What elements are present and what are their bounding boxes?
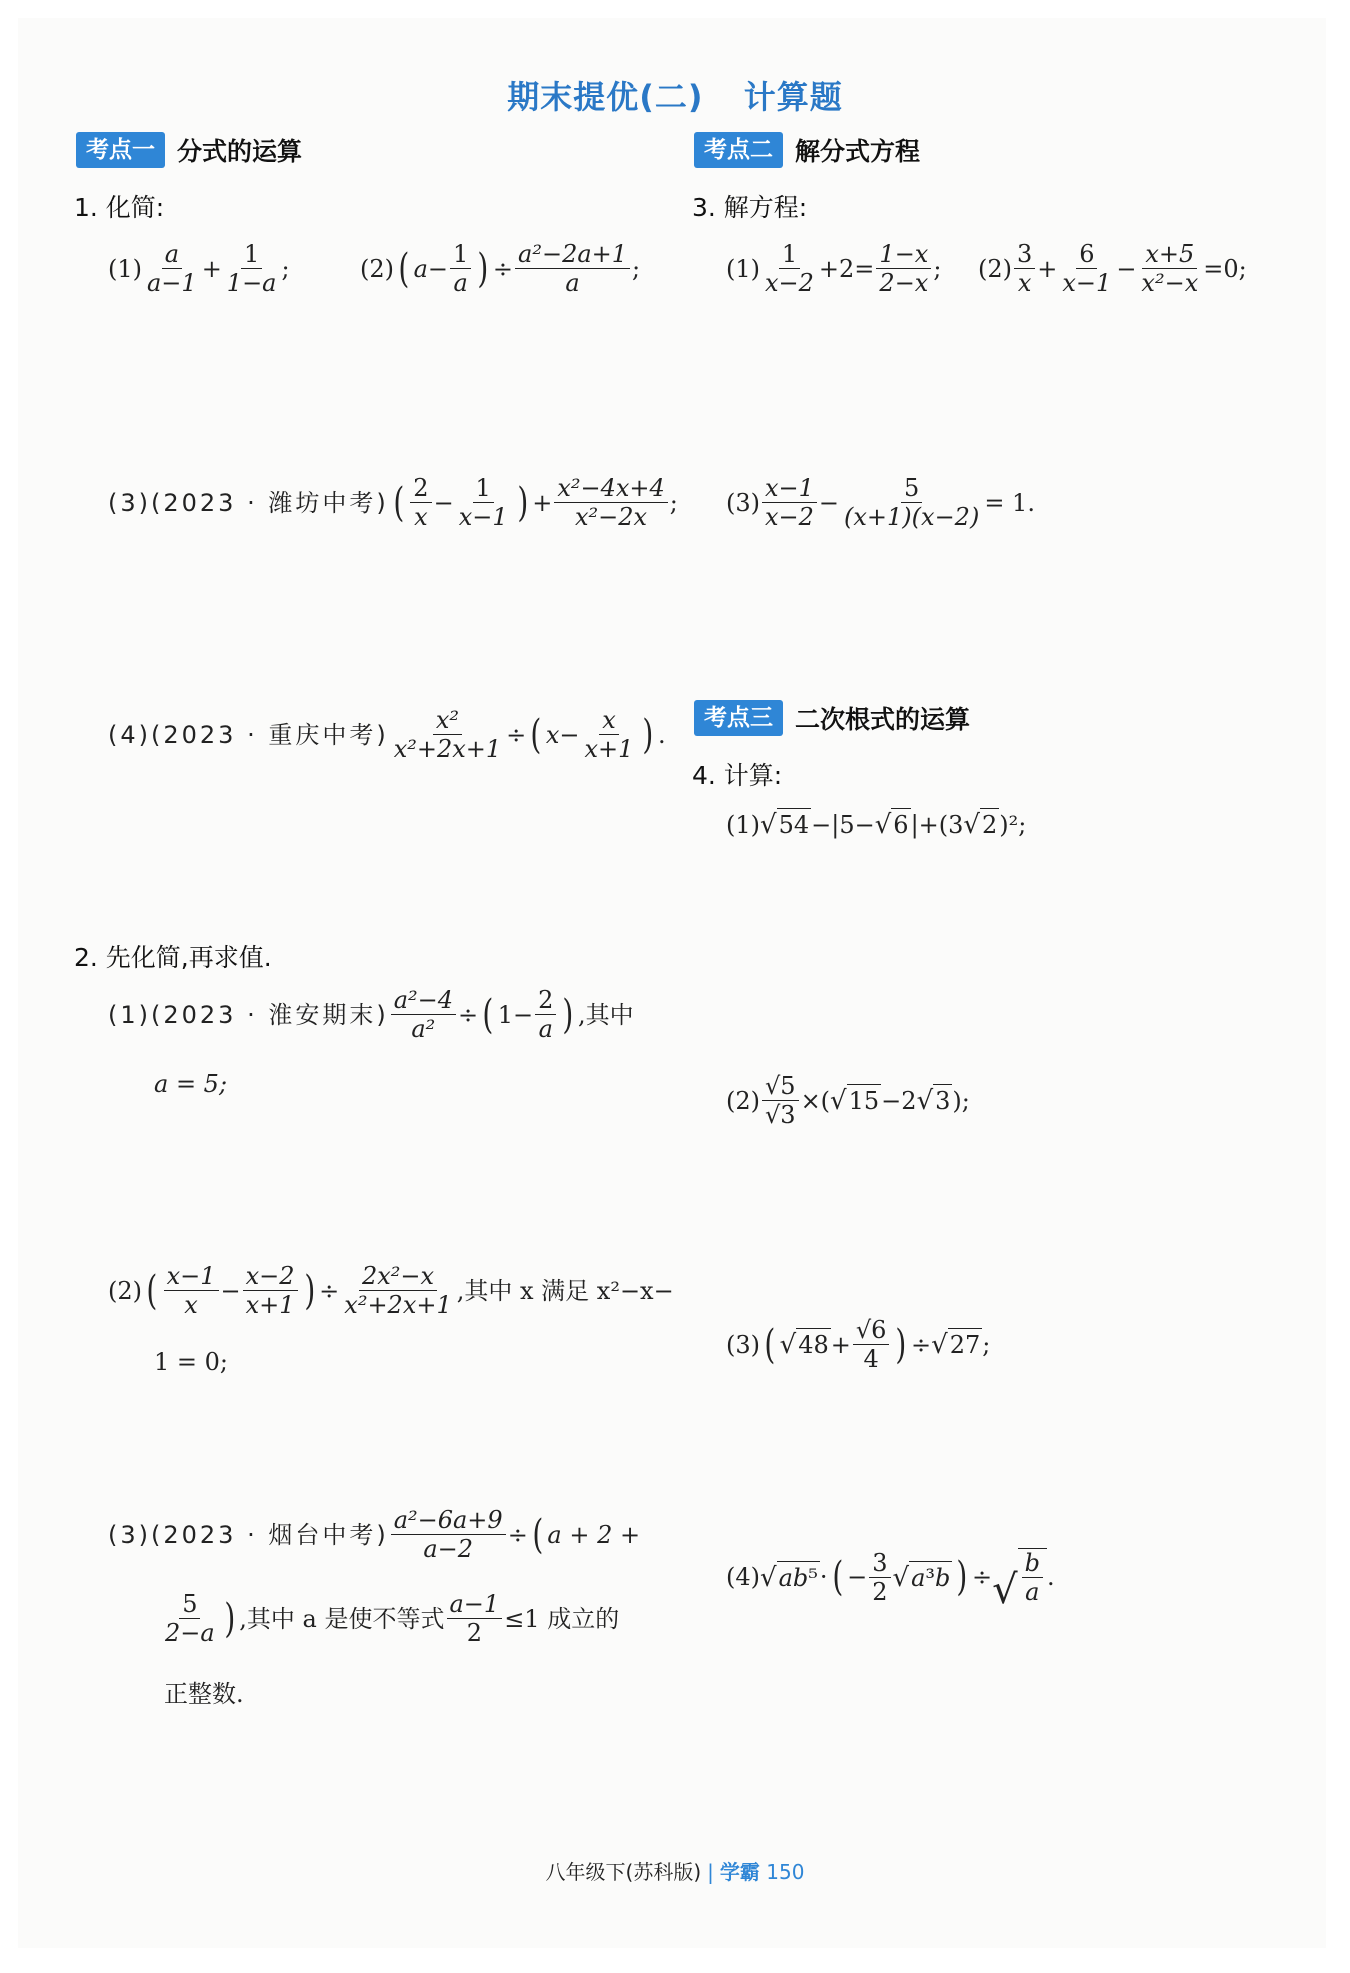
sqrt: √ 3 xyxy=(916,1086,951,1116)
fraction: $\frac{\text{x²}}{\text{x²+2x+1}}$ xyxy=(393,706,502,763)
item-label: (2) xyxy=(108,1276,142,1305)
fraction: $\frac{√5}{√3}$ xyxy=(762,1072,799,1129)
sqrt: √ ab⁵ xyxy=(760,1562,818,1593)
q4-item-1: (1) √ 54 −|5− √ 6 |+(3 √ 2 )²; xyxy=(726,810,1027,840)
fraction: $\frac{3}{x}$ xyxy=(1014,240,1035,297)
q4-item-3: (3) ( √ 48 + $\frac{√6}{4}$ ) ÷ √ 27 ; xyxy=(726,1316,991,1373)
fraction: $\frac{\text{a²−6a+9}}{a-2}$ xyxy=(391,1506,506,1563)
section-title: 二次根式的运算 xyxy=(795,705,971,734)
sqrt: √ 15 xyxy=(830,1086,880,1116)
footer-brand: 学霸 xyxy=(719,1860,760,1884)
section-title: 解分式方程 xyxy=(795,137,921,166)
q1-item-4: (4)(2023 · 重庆中考) $\frac{\text{x²}}{\text{x²+2x+1}}$ ÷ ( x − $\frac{x}{x+1}$ ) . xyxy=(108,706,666,763)
item-text: ≤1 成立的 xyxy=(504,1604,620,1633)
question-3-heading: 3. 解方程: xyxy=(692,193,808,222)
fraction: $\frac{\text{x²−4x+4}}{\text{x²−2x}}$ xyxy=(554,474,667,531)
page-number: 150 xyxy=(766,1860,805,1884)
sqrt: √ a³b xyxy=(892,1562,951,1593)
q2-item-3-last: 正整数. xyxy=(164,1680,244,1708)
item-text: a + 2 + xyxy=(547,1520,641,1549)
fraction: $\frac{\text{a²−2a+1}}{a}$ xyxy=(515,240,630,297)
fraction: $\frac{a}{a-1}$ xyxy=(147,240,197,297)
q4-item-2: (2) $\frac{√5}{√3}$ ×( √ 15 −2 √ 3 ); xyxy=(726,1072,970,1129)
fraction: $\frac{b}{a}$ xyxy=(1022,1549,1043,1606)
page-background xyxy=(18,18,1326,1948)
fraction: $\frac{\text{2x²−x}}{\text{x²+2x+1}}$ xyxy=(344,1262,452,1319)
title-sub: 计算题 xyxy=(743,78,843,116)
q2-item-1: (1)(2023 · 淮安期末) $\frac{\text{a²−4}}{\text{a²}}$ ÷ ( 1− $\frac{2}{a}$ ) ,其中 xyxy=(108,986,634,1043)
q3-item-2: (2) $\frac{3}{x}$ + $\frac{6}{x-1}$ − $\frac{x+5}{\text{x²−x}}$ =0; xyxy=(978,240,1247,297)
fraction: $\frac{x+5}{\text{x²−x}}$ xyxy=(1141,240,1199,297)
fraction: $\frac{2}{x}$ xyxy=(410,474,431,531)
page-footer xyxy=(0,1856,1350,1885)
sqrt: √ 48 xyxy=(779,1330,829,1360)
item-label: (1)(2023 · 淮安期末) xyxy=(108,1000,389,1029)
item-label: (4) xyxy=(726,1563,760,1591)
q2-item-2-condition: 1 = 0; xyxy=(154,1348,228,1376)
item-label: (3) xyxy=(726,1330,760,1359)
fraction: $\frac{x-2}{x+1}$ xyxy=(243,1262,298,1319)
fraction: $\frac{2}{a}$ xyxy=(535,986,556,1043)
q2-item-2: (2) ( $\frac{x-1}{x}$ − $\frac{x-2}{x+1}$ ) ÷ $\frac{\text{2x²−x}}{\text{x²+2x+1}}$ ,其中 x 满足 x²−x− xyxy=(108,1262,674,1319)
q4-item-4: (4) √ ab⁵ · ( − $\frac{3}{2}$ √ a³b ) ÷ √ $\frac{b}{a}$ . xyxy=(726,1548,1055,1613)
question-2-heading: 2. 先化简,再求值. xyxy=(74,943,272,972)
section-badge: 考点一 xyxy=(76,132,165,168)
item-label: (2) xyxy=(978,254,1012,283)
fraction: $\frac{1}{x-1}$ xyxy=(458,474,508,531)
sqrt: √ 2 xyxy=(963,810,998,840)
item-label: (3) xyxy=(726,488,760,517)
fraction: $\frac{x}{x+1}$ xyxy=(584,706,634,763)
q3-item-3: (3) $\frac{x-1}{x-2}$ − $\frac{5}{(x+1)(x-2)}$ = 1. xyxy=(726,474,1035,531)
fraction: $\frac{1}{a}$ xyxy=(450,240,471,297)
item-label: (4)(2023 · 重庆中考) xyxy=(108,720,389,749)
fraction: $\frac{a-1}{2}$ xyxy=(447,1590,503,1647)
item-text: ,其中 x 满足 x²−x− xyxy=(456,1276,674,1305)
q3-item-1: (1) $\frac{1}{x-2}$ +2= $\frac{1-x}{2-x}$ ; xyxy=(726,240,942,297)
item-label: (3)(2023 · 烟台中考) xyxy=(108,1520,389,1549)
section-header-3 xyxy=(694,700,970,736)
section-badge: 考点二 xyxy=(694,132,783,168)
section-title: 分式的运算 xyxy=(177,137,303,166)
q1-item-2: (2) ( a − $\frac{1}{a}$ ) ÷ $\frac{\text{a²−2a+1}}{a}$ ; xyxy=(360,240,641,297)
item-text: ,其中 xyxy=(578,1000,634,1029)
title-main: 期末提优(二) xyxy=(507,78,704,116)
footer-divider: | xyxy=(707,1860,714,1884)
q2-item-3-cont: $\frac{5}{2-a}$ ) ,其中 a 是使不等式 $\frac{a-1}{2}$ ≤1 成立的 xyxy=(160,1590,619,1647)
fraction: $\frac{6}{x-1}$ xyxy=(1062,240,1112,297)
fraction: $\frac{√6}{4}$ xyxy=(853,1316,890,1373)
fraction: $\frac{3}{2}$ xyxy=(869,1549,890,1606)
section-header-1 xyxy=(76,132,302,168)
fraction: $\frac{x-1}{x}$ xyxy=(164,1262,219,1319)
footer-grade: 八年级下(苏科版) xyxy=(545,1860,702,1884)
item-label: (2) xyxy=(726,1086,760,1115)
fraction: $\frac{1}{x-2}$ xyxy=(765,240,814,297)
fraction: $\frac{5}{(x+1)(x-2)}$ xyxy=(844,474,980,531)
fraction: $\frac{\text{a²−4}}{\text{a²}}$ xyxy=(391,986,456,1043)
sqrt: √ 54 xyxy=(760,810,810,840)
fraction: $\frac{1}{1-a}$ xyxy=(226,240,277,297)
sqrt: √ 27 xyxy=(931,1330,981,1360)
page-title xyxy=(0,72,1350,118)
item-label: (1) xyxy=(108,254,142,283)
item-text: ,其中 a 是使不等式 xyxy=(239,1604,445,1633)
sqrt: √ $\frac{b}{a}$ xyxy=(992,1548,1047,1606)
item-label: (2) xyxy=(360,254,394,283)
fraction: $\frac{5}{2-a}$ xyxy=(165,1590,215,1647)
section-header-2 xyxy=(694,132,920,168)
section-badge: 考点三 xyxy=(694,700,783,736)
fraction: $\frac{x-1}{x-2}$ xyxy=(762,474,817,531)
item-label: (1) xyxy=(726,810,760,839)
q2-item-3: (3)(2023 · 烟台中考) $\frac{\text{a²−6a+9}}{a-2}$ ÷ ( a + 2 + xyxy=(108,1506,641,1563)
question-1-heading: 1. 化简: xyxy=(74,193,165,222)
fraction: $\frac{1-x}{2-x}$ xyxy=(876,240,931,297)
sqrt: √ 6 xyxy=(874,810,909,840)
item-label: (1) xyxy=(726,254,760,283)
question-4-heading: 4. 计算: xyxy=(692,761,783,790)
q2-item-1-condition: a = 5; xyxy=(154,1070,228,1098)
item-label: (3)(2023 · 潍坊中考) xyxy=(108,488,389,517)
q1-item-1: (1) $\frac{a}{a-1}$ + $\frac{1}{1-a}$ ; xyxy=(108,240,290,297)
q1-item-3: (3)(2023 · 潍坊中考) ( $\frac{2}{x}$ − $\frac{1}{x-1}$ ) + $\frac{\text{x²−4x+4}}{\text{x²−2x}}$ ; xyxy=(108,474,678,531)
